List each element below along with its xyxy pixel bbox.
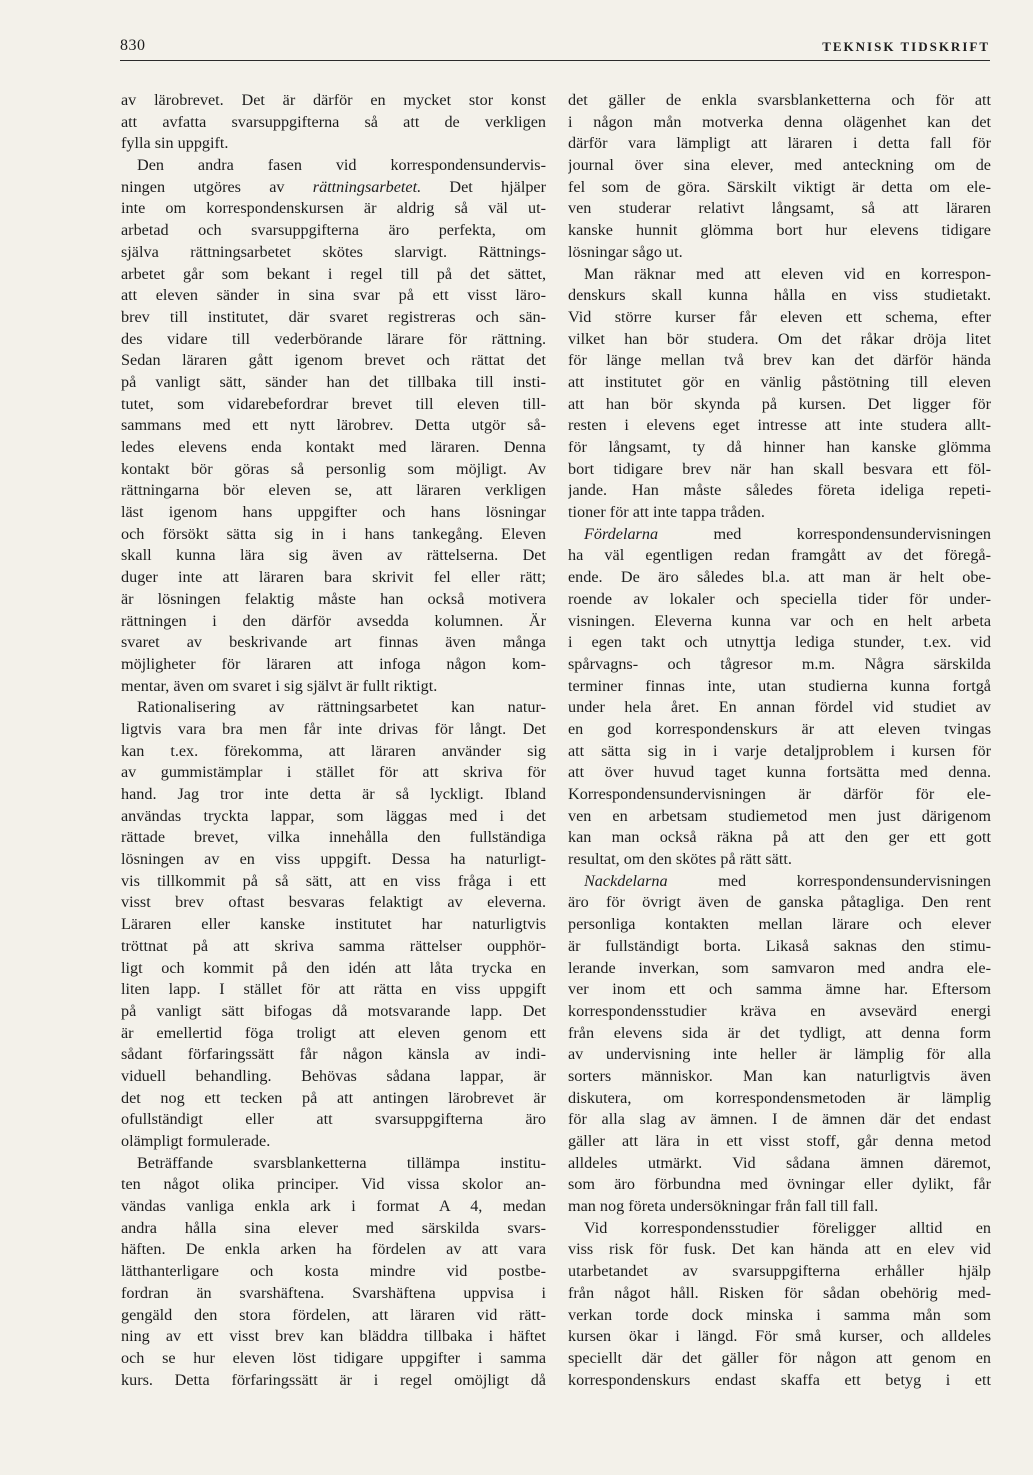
text-line — [121, 936, 546, 958]
text-segment: för alla slag av ämnen. I de ämnen där det endast — [568, 1110, 991, 1129]
text-segment: att eleven sänder in sina svar på ett visst läro- — [121, 286, 546, 305]
text-segment: arbetet går som bekant i regel till på det sättet, — [121, 264, 546, 283]
text-line — [568, 1326, 991, 1348]
text-segment: andra hålla sina elever med särskilda svars- — [121, 1218, 546, 1237]
text-segment: Det hjälper — [421, 177, 546, 196]
text-line — [568, 394, 991, 416]
text-line — [121, 242, 546, 264]
text-line — [121, 133, 546, 155]
text-line — [121, 545, 546, 567]
text-segment: gengäld den stora fördelen, att läraren vid rätt- — [121, 1305, 546, 1324]
text-line — [121, 849, 546, 871]
text-segment: för länge mellan två brev kan det därför hända — [568, 351, 991, 370]
text-segment: från något håll. Risken för sådan obehörig med- — [568, 1283, 991, 1302]
text-segment: ende. De äro således bl.a. att man är helt obe- — [568, 568, 991, 587]
text-segment: möjligheter för läraren att infoga någon kom- — [121, 654, 546, 673]
text-segment: ligtvis vara bra men får inte drivas för långt. Det — [121, 719, 546, 738]
journal-title: TEKNISK TIDSKRIFT — [822, 39, 990, 54]
text-line — [121, 741, 546, 763]
text-line — [121, 567, 546, 589]
text-segment: sorters människor. Man kan naturligtvis även — [568, 1066, 991, 1085]
text-line — [568, 112, 991, 134]
text-line — [121, 1131, 546, 1153]
text-segment: Vid större kurser får eleven ett schema, efter — [568, 307, 991, 326]
text-column-left — [121, 90, 546, 1391]
text-line — [568, 480, 991, 502]
text-segment: bort tidigare brev när han skall besvara ett föl- — [568, 459, 991, 478]
text-segment: fel som de göra. Särskilt viktigt är detta om ele- — [568, 177, 991, 196]
text-line — [121, 350, 546, 372]
text-segment: en god korrespondenskurs är att eleven tvingas — [568, 719, 991, 738]
text-segment: liten lapp. I stället för att rätta en viss uppgift — [121, 980, 546, 999]
text-segment: är emellertid föga troligt att eleven genom ett — [121, 1023, 546, 1042]
text-line — [568, 242, 991, 264]
text-line — [568, 545, 991, 567]
text-segment: lätthanterligare och kosta mindre vid postbe- — [121, 1262, 546, 1281]
text-segment: vilket han bör studera. Om det råkar dröja litet — [568, 329, 991, 348]
text-line — [568, 676, 991, 698]
text-line — [568, 567, 991, 589]
text-line — [121, 1001, 546, 1023]
text-line — [121, 1326, 546, 1348]
text-segment: under hela året. En annan fördel vid studiet av — [568, 698, 991, 717]
text-line — [568, 1131, 991, 1153]
text-segment: ten något olika principer. Vid vissa skolor an- — [121, 1175, 546, 1194]
text-line — [121, 1218, 546, 1240]
text-line — [121, 632, 546, 654]
text-segment: kan t.ex. förekomma, att läraren använder sig — [121, 741, 546, 760]
text-line — [121, 1305, 546, 1327]
text-line — [568, 1109, 991, 1131]
text-segment: häften. De enkla arken ha fördelen av att vara — [121, 1240, 546, 1259]
text-line — [568, 892, 991, 914]
text-line — [568, 1044, 991, 1066]
text-line — [568, 1153, 991, 1175]
text-segment: kursen ökar i längd. För små kurser, och alldeles — [568, 1327, 991, 1346]
text-segment: gäller att lära in ett visst stoff, går denna metod — [568, 1132, 991, 1150]
text-segment: fylla sin uppgift. — [121, 134, 229, 153]
text-segment: ningen utgöres av — [121, 177, 313, 196]
text-line — [121, 329, 546, 351]
text-segment: i egen takt och utnyttja lediga stunder, t.ex. vid — [568, 633, 991, 652]
text-segment: att avfatta svarsuppgifterna så att de verkligen — [121, 112, 546, 131]
text-segment: roende av lokaler och speciella tider för under- — [568, 589, 991, 608]
text-segment: Man räknar med att eleven vid en korrespon- — [584, 264, 991, 283]
text-segment: läst igenom hans uppgifter och hans lösningar — [121, 503, 546, 522]
text-segment: ligt och kommit på den idén att låta trycka en — [121, 958, 546, 977]
text-segment: som äro förbundna med övningar eller dylikt, får — [568, 1175, 991, 1194]
text-segment: personliga kontakten mellan lärare och elever — [568, 915, 991, 934]
text-line — [568, 849, 991, 871]
text-line — [121, 437, 546, 459]
text-segment: denskurs skall kunna hålla en viss studietakt. — [568, 286, 991, 305]
text-segment: fordran än svarshäftena. Svarshäftena uppvisa i — [121, 1283, 546, 1302]
text-line — [121, 177, 546, 199]
text-segment: visst brev oftast besvaras felaktigt av eleverna. — [121, 893, 546, 912]
text-segment: av gummistämplar i stället för att skriva för — [121, 763, 546, 782]
text-line — [121, 1153, 546, 1175]
text-line — [121, 1261, 546, 1283]
text-segment: på vanligt sätt, sänder han det tillbaka till insti- — [121, 372, 546, 391]
text-line — [568, 437, 991, 459]
text-line — [568, 1305, 991, 1327]
text-line — [568, 307, 991, 329]
text-line — [121, 1196, 546, 1218]
text-line — [568, 220, 991, 242]
italic-term: rättningsarbetet. — [312, 177, 422, 196]
text-line — [568, 719, 991, 741]
text-line — [121, 1023, 546, 1045]
text-line — [568, 741, 991, 763]
text-segment: att han bör skynda på kursen. Det ligger för — [568, 394, 991, 413]
text-segment: kurs. Detta förfaringssätt är i regel omöjligt då — [121, 1370, 546, 1389]
text-line — [121, 1088, 546, 1110]
text-line — [121, 762, 546, 784]
text-line — [568, 1218, 991, 1240]
text-line — [121, 502, 546, 524]
text-line — [568, 784, 991, 806]
text-segment: Korrespondensundervisningen är därför för ele- — [568, 785, 991, 803]
text-segment: att över huvud taget kunna fortsätta med denna. — [568, 763, 991, 782]
text-segment: kan man också räkna på att den ger ett gott — [568, 828, 991, 847]
text-segment: vändas vanliga enkla ark i format A 4, medan — [121, 1197, 546, 1216]
text-segment: tröttnat på att skriva samma rättelser oupphör- — [121, 936, 546, 955]
text-line — [568, 177, 991, 199]
text-segment: ofullständigt eller att svarsuppgifterna äro — [121, 1110, 546, 1129]
text-line — [568, 133, 991, 155]
text-line — [121, 307, 546, 329]
text-segment: det gäller de enkla svarsblanketterna och för att — [568, 91, 991, 109]
text-segment: viss risk för fusk. Det kan hända att en elev vid — [568, 1240, 991, 1259]
text-line — [121, 155, 546, 177]
text-line — [121, 979, 546, 1001]
text-line — [568, 589, 991, 611]
text-column-right — [568, 90, 991, 1391]
text-line — [121, 1174, 546, 1196]
page-number: 830 — [120, 37, 146, 54]
text-line — [568, 285, 991, 307]
text-line — [121, 415, 546, 437]
text-line — [121, 871, 546, 893]
text-line — [568, 1348, 991, 1370]
text-segment: är lösningen felaktig måste han också motivera — [121, 589, 546, 608]
text-segment: olämpligt formulerade. — [121, 1132, 271, 1150]
text-line — [121, 784, 546, 806]
text-line — [568, 958, 991, 980]
text-segment: spårvagns- och tågresor m.m. Några särskilda — [568, 654, 991, 673]
text-segment: ver inom ett och samma ämne har. Eftersom — [568, 980, 991, 999]
page-header — [120, 34, 990, 61]
text-line — [121, 372, 546, 394]
text-segment: journal över sina elever, med anteckning om de — [568, 156, 991, 175]
text-segment: och försökt sätta sig in i hans tankegång. Eleven — [121, 524, 546, 543]
text-segment: ning av ett visst brev kan bläddra tillbaka i häftet — [121, 1327, 546, 1346]
text-segment: från elevens sida är det tydligt, att denna form — [568, 1023, 991, 1042]
text-line — [568, 914, 991, 936]
text-segment: Läraren eller kanske institutet har naturligtvis — [121, 915, 546, 934]
text-line — [568, 198, 991, 220]
text-line — [121, 1066, 546, 1088]
text-segment: ven en arbetsam studiemetod men just därigenom — [568, 806, 991, 825]
text-segment: lösningar sågo ut. — [568, 242, 683, 261]
text-line — [121, 676, 546, 698]
text-line — [568, 1370, 991, 1392]
text-line — [121, 892, 546, 914]
text-line — [568, 1088, 991, 1110]
text-segment: på vanligt sätt bifogas då motsvarande lapp. Det — [121, 1001, 546, 1020]
text-segment: lerande inverkan, som samvaron med andra ele- — [568, 958, 991, 977]
text-line — [121, 285, 546, 307]
text-line — [568, 459, 991, 481]
text-line — [121, 264, 546, 286]
text-line — [121, 90, 546, 112]
text-segment: därför vara lämpligt att läraren i detta fall för — [568, 134, 991, 153]
text-segment: vis tillkommit på så sätt, att en viss fråga i ett — [121, 871, 546, 890]
text-segment: för långsamt, ty då hinner han kanske glömma — [568, 438, 991, 456]
text-segment: av lärobrevet. Det är därför en mycket stor konst — [121, 91, 546, 109]
text-line — [568, 806, 991, 828]
text-segment: resultat, om den skötes på rätt sätt. — [568, 850, 792, 869]
text-line — [568, 827, 991, 849]
text-segment: alldeles utmärkt. Vid sådana ämnen däremot, — [568, 1153, 991, 1172]
text-line — [568, 264, 991, 286]
text-segment: duger inte att läraren bara skrivit fel eller rätt; — [121, 568, 546, 587]
text-line — [121, 394, 546, 416]
text-segment: det nog ett tecken på att antingen lärobrevet är — [121, 1088, 546, 1107]
text-line — [568, 155, 991, 177]
text-line — [568, 1196, 991, 1218]
text-line — [568, 1023, 991, 1045]
text-segment: med korrespondensundervisningen — [658, 524, 991, 543]
text-segment: hand. Jag tror inte detta är så lyckligt. Ibland — [121, 785, 546, 803]
text-line — [121, 524, 546, 546]
text-line — [121, 1044, 546, 1066]
text-segment: användas tryckta lappar, som läggas med i det — [121, 806, 546, 825]
text-line — [568, 1261, 991, 1283]
text-segment: des vidare till vederbörande lärare för rättning. — [121, 329, 546, 348]
text-line — [121, 1370, 546, 1392]
text-segment: man nog företa undersökningar från fall till fall. — [568, 1197, 879, 1216]
text-segment: svaret av beskrivande art finnas även många — [121, 633, 546, 652]
text-line — [121, 806, 546, 828]
text-segment: kontakt bör göras så personlig som möjligt. Av — [121, 459, 546, 478]
text-line — [121, 654, 546, 676]
text-segment: kanske hunnit glömma bort hur elevens tidigare — [568, 221, 991, 240]
text-segment: Sedan läraren gått igenom brevet och rättat det — [121, 351, 546, 370]
text-segment: jande. Han måste således företa ideliga repeti- — [568, 481, 991, 500]
text-line — [568, 1066, 991, 1088]
text-line — [568, 697, 991, 719]
text-segment: Den andra fasen vid korrespondensundervis- — [137, 156, 546, 175]
text-segment: ven studerar relativt långsamt, så att läraren — [568, 199, 991, 218]
text-line — [568, 524, 991, 546]
text-line — [568, 1283, 991, 1305]
text-segment: tioner för att inte tappa tråden. — [568, 503, 765, 522]
text-segment: i någon mån motverka denna olägenhet kan det — [568, 112, 991, 131]
text-segment: att institutet gör en vänlig påstötning till eleven — [568, 372, 991, 391]
text-segment: själva rättningsarbetet skötes slarvigt. Rättnings- — [121, 242, 546, 261]
text-segment: resten i elevens eget intresse att inte studera allt- — [568, 416, 991, 435]
text-segment: Beträffande svarsblanketterna tillämpa institu- — [137, 1153, 546, 1172]
text-line — [121, 697, 546, 719]
text-segment: och se hur eleven löst tidigare uppgifter i samma — [121, 1348, 546, 1367]
text-line — [568, 871, 991, 893]
text-segment: äro för övrigt även de ganska påtagliga. Den rent — [568, 893, 991, 912]
text-line — [121, 719, 546, 741]
text-line — [121, 827, 546, 849]
text-segment: med korrespondensundervisningen — [667, 871, 991, 890]
text-segment: att sätta sig in i varje detaljproblem i kursen för — [568, 741, 991, 760]
text-line — [568, 415, 991, 437]
text-line — [121, 220, 546, 242]
text-line — [121, 1239, 546, 1261]
text-segment: diskutera, om korrespondensmetoden är lämplig — [568, 1088, 991, 1107]
text-line — [568, 632, 991, 654]
text-segment: skall kunna lära sig även av rättelserna. Det — [121, 546, 546, 565]
text-segment: rättade brevet, vilka innehålla den fullständiga — [121, 828, 546, 847]
text-segment: Vid korrespondensstudier föreligger alltid en — [584, 1218, 991, 1237]
text-segment: arbetad och svarsuppgifterna äro perfekta, om — [121, 221, 546, 240]
text-line — [568, 350, 991, 372]
text-line — [568, 90, 991, 112]
text-line — [121, 611, 546, 633]
text-line — [568, 611, 991, 633]
text-line — [121, 480, 546, 502]
text-segment: rättningen i den därför avsedda kolumnen. Är — [121, 611, 546, 630]
text-segment: verkan torde dock minska i samma mån som — [568, 1305, 991, 1324]
text-segment: mentar, även om svaret i sig självt är fullt riktigt. — [121, 676, 438, 695]
italic-term: Nackdelarna — [584, 871, 668, 890]
italic-term: Fördelarna — [584, 524, 659, 543]
text-line — [121, 198, 546, 220]
text-line — [121, 589, 546, 611]
text-segment: Rationalisering av rättningsarbetet kan natur- — [137, 698, 546, 717]
text-segment: av undervisning inte heller är lämplig för alla — [568, 1045, 991, 1064]
text-segment: speciellt där det gäller för någon att genom en — [568, 1348, 991, 1367]
text-line — [121, 112, 546, 134]
text-segment: ledes elevens enda kontakt med läraren. Denna — [121, 438, 546, 456]
text-line — [568, 762, 991, 784]
text-segment: lösningen av en viss uppgift. Dessa ha naturligt- — [121, 850, 546, 869]
text-segment: tutet, som vidarebefordrar brevet till eleven till- — [121, 394, 546, 413]
text-line — [121, 1283, 546, 1305]
text-segment: sammans med ett nytt lärobrev. Detta utgör så- — [121, 416, 546, 435]
text-line — [568, 979, 991, 1001]
text-line — [121, 1109, 546, 1131]
text-segment: sådant förfaringssätt får någon känsla av indi- — [121, 1045, 546, 1064]
text-segment: korrespondenskurs endast skaffa ett betyg i ett — [568, 1370, 991, 1389]
text-line — [121, 459, 546, 481]
text-line — [568, 936, 991, 958]
text-segment: ha väl egentligen redan framgått av det föregå- — [568, 546, 991, 565]
text-segment: brev till institutet, där svaret registreras och sän- — [121, 307, 546, 326]
text-line — [568, 329, 991, 351]
text-segment: korrespondensstudier kräva en avsevärd energi — [568, 1001, 991, 1020]
text-line — [121, 914, 546, 936]
text-line — [121, 958, 546, 980]
text-segment: inte om korrespondenskursen är aldrig så väl ut- — [121, 199, 546, 218]
text-segment: utarbetandet av svarsuppgifterna erhåller hjälp — [568, 1262, 991, 1281]
text-line — [568, 1001, 991, 1023]
text-segment: rättningarna bör eleven se, att läraren verkligen — [121, 481, 546, 500]
text-line — [121, 1348, 546, 1370]
text-line — [568, 1239, 991, 1261]
text-segment: terminer finnas inte, utan studierna kunna fortgå — [568, 676, 991, 695]
text-segment: viduell behandling. Behövas sådana lappar, är — [121, 1066, 546, 1085]
text-line — [568, 502, 991, 524]
text-line — [568, 654, 991, 676]
text-line — [568, 1174, 991, 1196]
text-segment: visningen. Eleverna kunna var och en helt arbeta — [568, 611, 991, 630]
text-line — [568, 372, 991, 394]
text-segment: är fullständigt borta. Likaså saknas den stimu- — [568, 936, 991, 955]
